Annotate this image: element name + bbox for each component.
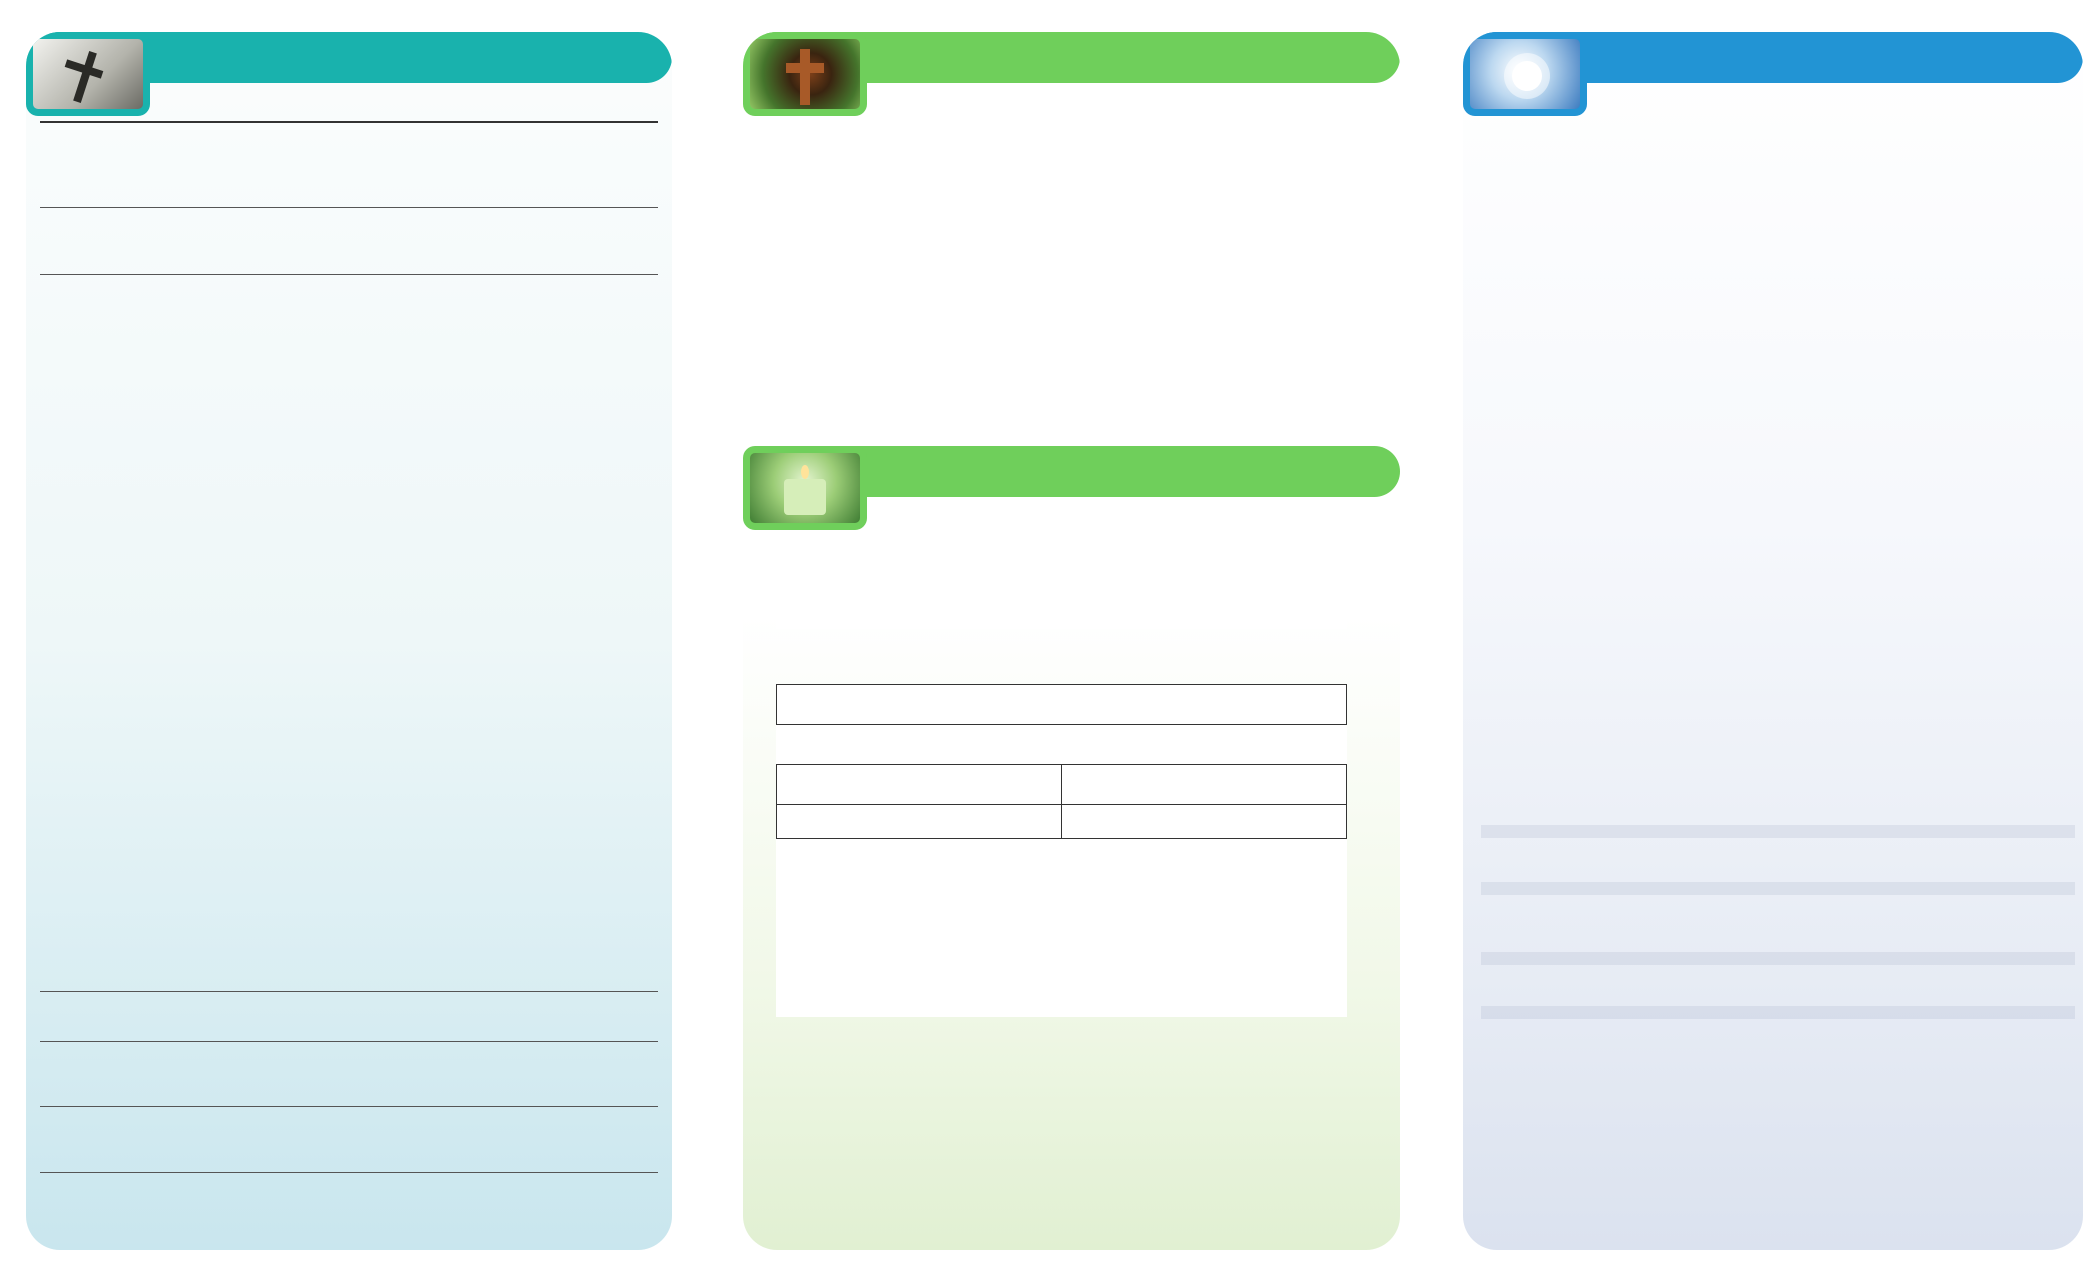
mission-names xyxy=(1491,1020,2065,1047)
wednesday-panel xyxy=(743,32,1400,1250)
thanks-heading xyxy=(1481,952,2075,965)
flower-image xyxy=(1463,32,1587,116)
top-rule xyxy=(40,120,658,123)
section-title-3 xyxy=(40,992,658,1042)
usher-committee xyxy=(1062,805,1347,839)
service-times xyxy=(40,124,658,208)
time-3-row xyxy=(40,958,658,992)
weekly-names xyxy=(1491,896,2065,949)
prayer-3-row xyxy=(40,1042,658,1107)
offering-lists xyxy=(1481,825,2075,1110)
service-title xyxy=(777,685,1347,725)
weekly-heading xyxy=(1481,882,2075,895)
news-panel xyxy=(1463,32,2083,1250)
section-title xyxy=(40,208,658,275)
thanks-names xyxy=(1491,966,2065,993)
bible-cross-image xyxy=(26,32,150,116)
candle-image xyxy=(743,446,867,530)
sermon-3-row xyxy=(40,1107,658,1173)
tithe-heading xyxy=(1481,825,2075,838)
sunday-panel xyxy=(26,32,672,1250)
offering-committee xyxy=(1062,765,1347,805)
service-table xyxy=(776,684,1347,1017)
tithe-names xyxy=(1491,839,2065,879)
dawn-table xyxy=(776,537,1347,629)
wooden-cross-image xyxy=(743,32,867,116)
mission-heading xyxy=(1481,1006,2075,1019)
